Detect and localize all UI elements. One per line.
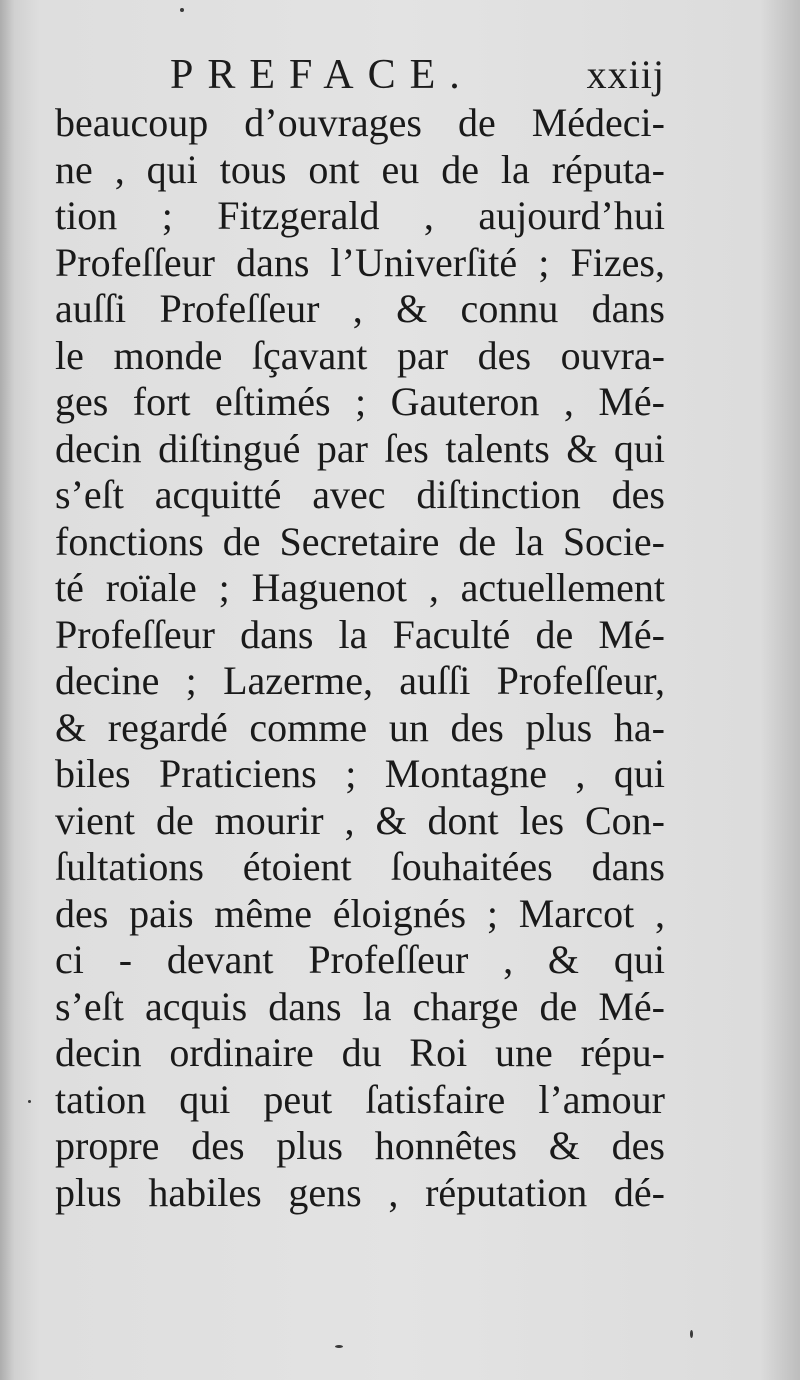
running-title: PREFACE.	[170, 52, 474, 98]
text-line: biles Praticiens ; Montagne , qui	[55, 751, 665, 796]
text-line: s’eſt acquitté avec diſtinction des	[55, 472, 665, 517]
text-line: té roïale ; Haguenot , actuellement	[55, 565, 665, 610]
text-line: le monde ſçavant par des ouvra-	[55, 332, 665, 378]
ink-speck	[180, 8, 184, 12]
text-line: decin diſtingué par ſes talents & qui	[55, 425, 665, 471]
text-line: ci - devant Profeſſeur , & qui	[55, 937, 665, 982]
text-line: ges fort eſtimés ; Gauteron , Mé-	[55, 379, 665, 424]
text-line: des pais même éloignés ; Marcot ,	[55, 890, 665, 936]
text-line: Profeſſeur dans l’Univerſité ; Fizes,	[55, 239, 665, 285]
text-line: propre des plus honnêtes & des	[55, 1123, 665, 1168]
text-line: s’eſt acquis dans la charge de Mé-	[55, 983, 665, 1029]
text-line: ſultations étoient ſouhaitées dans	[55, 844, 665, 889]
page-number: xxiij	[586, 52, 665, 97]
text-line: fonctions de Secretaire de la Socie-	[55, 518, 665, 564]
text-line: tation qui peut ſatisfaire l’amour	[55, 1076, 665, 1122]
page-header	[55, 50, 665, 100]
text-line: plus habiles gens , réputation dé-	[55, 1169, 665, 1215]
ink-speck	[690, 1330, 693, 1338]
text-line: auſſi Profeſſeur , & connu dans	[55, 286, 665, 331]
body-text	[55, 100, 665, 1216]
text-line: tion ; Fitzgerald , aujourd’hui	[55, 193, 665, 238]
ink-speck	[28, 1100, 31, 1103]
text-line: & regardé comme un des plus ha-	[55, 704, 665, 750]
text-line: ne , qui tous ont eu de la réputa-	[55, 146, 665, 192]
ink-speck	[335, 1345, 343, 1348]
text-line: decine ; Lazerme, auſſi Profeſſeur,	[55, 658, 665, 703]
text-line: decin ordinaire du Roi une répu-	[55, 1030, 665, 1075]
text-line: beaucoup d’ouvrages de Médeci-	[55, 100, 665, 145]
text-line: vient de mourir , & dont les Con-	[55, 797, 665, 843]
text-line: Profeſſeur dans la Faculté de Mé-	[55, 611, 665, 657]
